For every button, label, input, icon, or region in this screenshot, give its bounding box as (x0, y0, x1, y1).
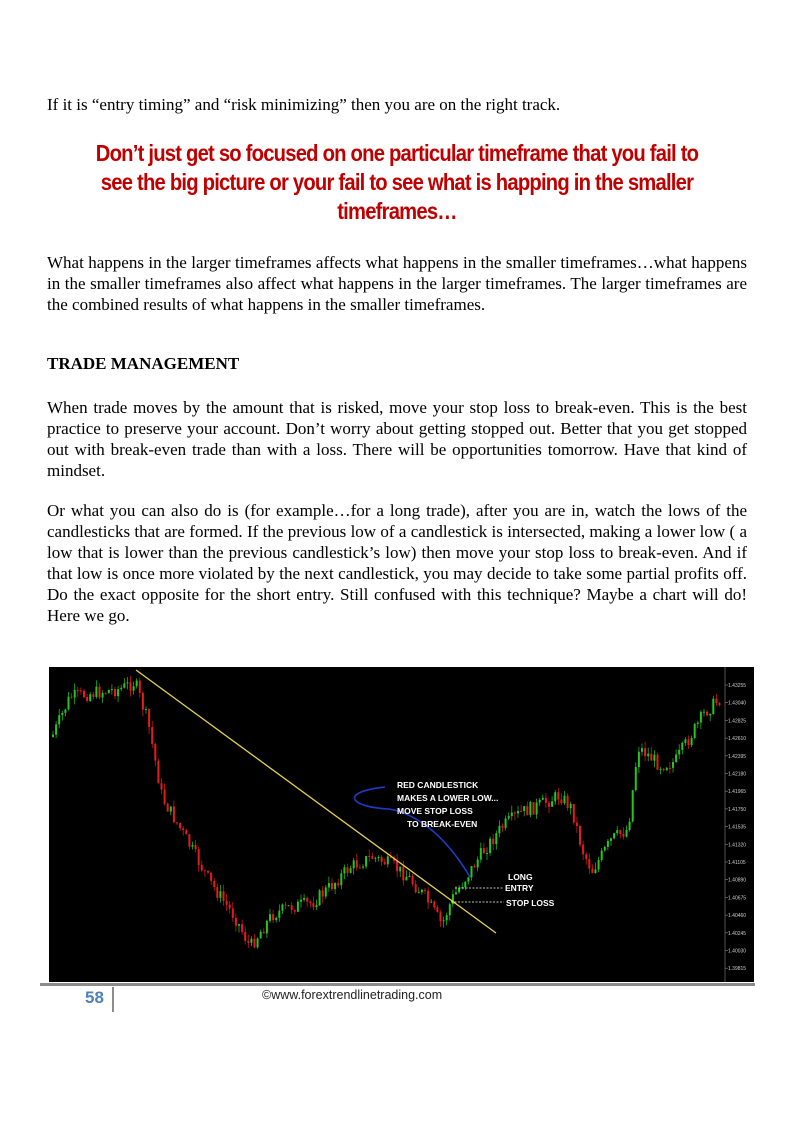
entry-label-line-1: LONG (508, 872, 533, 882)
price-axis-label: 1.42825 (728, 718, 747, 725)
candle-body (564, 796, 566, 803)
candle-body (508, 816, 510, 818)
candle-body (610, 838, 612, 841)
candle-body (157, 761, 159, 784)
candle-body (356, 860, 358, 867)
candle-body (622, 834, 624, 837)
candle-body (281, 905, 283, 911)
candle-body (678, 750, 680, 755)
candle-body (616, 830, 618, 833)
candle-body (378, 857, 380, 858)
candle-body (703, 712, 705, 713)
stop-label: STOP LOSS (506, 898, 555, 908)
candle-body (260, 932, 262, 939)
red-candle-note-line-2: MAKES A LOWER LOW... (397, 793, 499, 803)
candle-body (480, 848, 482, 859)
candle-body (712, 699, 714, 714)
candle-body (102, 693, 104, 697)
candle-body (145, 709, 147, 710)
candle-body (275, 918, 277, 920)
candle-body (117, 689, 119, 696)
candle-body (595, 869, 597, 873)
red-candle-note-line-4: TO BREAK-EVEN (407, 819, 478, 829)
candle-body (598, 860, 600, 869)
candle-body (266, 921, 268, 933)
candle-body (297, 902, 299, 912)
red-candle-note-line-1: RED CANDLESTICK (397, 780, 479, 790)
candle-body (337, 883, 339, 885)
candle-body (582, 845, 584, 855)
candle-body (653, 755, 655, 761)
candle-body (167, 804, 169, 812)
candle-body (607, 841, 609, 847)
candle-body (663, 769, 665, 770)
candle-body (195, 845, 197, 849)
candle-body (514, 812, 516, 813)
price-axis-label: 1.42610 (728, 736, 747, 743)
candle-body (303, 898, 305, 900)
candle-body (694, 724, 696, 738)
candle-series (52, 676, 721, 949)
candle-body (71, 697, 73, 698)
candle-body (52, 735, 54, 737)
candle-body (458, 888, 460, 892)
candle-body (241, 924, 243, 932)
candle-body (647, 754, 649, 756)
candle-body (114, 689, 116, 696)
candle-body (421, 890, 423, 892)
candle-body (316, 905, 318, 907)
price-axis-label: 1.42395 (728, 753, 747, 760)
candle-body (347, 867, 349, 873)
candle-body (120, 688, 122, 689)
candle-body (151, 727, 153, 744)
candle-body (579, 826, 581, 845)
candle-body (77, 690, 79, 691)
candle-body (322, 890, 324, 896)
price-axis-label: 1.41965 (728, 789, 747, 796)
candle-body (278, 911, 280, 918)
candle-body (68, 697, 70, 710)
candle-body (269, 914, 271, 921)
candle-body (626, 830, 628, 837)
candle-body (467, 877, 469, 881)
candle-body (182, 828, 184, 830)
candle-body (464, 882, 466, 887)
candle-body (604, 847, 606, 851)
candle-body (542, 798, 544, 800)
price-axis-label: 1.43255 (728, 683, 747, 689)
candle-body (396, 861, 398, 871)
candle-body (505, 818, 507, 827)
page-number-divider (112, 987, 114, 1012)
intro-paragraph: If it is “entry timing” and “risk minimizing” then you are on the right track. (47, 95, 561, 114)
candle-body (474, 866, 476, 867)
candle-body (536, 803, 538, 815)
candle-body (548, 803, 550, 807)
candle-body (545, 798, 547, 803)
candle-body (613, 833, 615, 838)
candle-body (288, 905, 290, 906)
candle-body (660, 769, 662, 770)
candle-body (192, 845, 194, 847)
candle-body (402, 866, 404, 880)
candle-body (632, 790, 634, 821)
candle-body (229, 905, 231, 909)
candle-body (520, 811, 522, 812)
candle-body (92, 694, 94, 697)
candle-body (213, 881, 215, 887)
candle-body (573, 804, 575, 823)
candle-body (570, 804, 572, 808)
candle-body (350, 868, 352, 873)
candle-body (498, 826, 500, 833)
candle-body (672, 762, 674, 768)
candle-body (440, 912, 442, 921)
candle-body (706, 712, 708, 716)
red-candle-note-line-3: MOVE STOP LOSS (397, 806, 473, 816)
candle-body (244, 932, 246, 941)
candle-body (495, 833, 497, 844)
candle-body (433, 901, 435, 907)
timeframes-paragraph: What happens in the larger timeframes affects what happens in the smaller timeframes…what happens in the smaller timeframes also affect what happens in the larger timeframes. The larger timeframes are the combined results of what happens in the smaller timeframes. (47, 253, 747, 314)
candle-body (502, 826, 504, 828)
candle-body (238, 924, 240, 925)
candle-body (235, 918, 237, 926)
price-axis-label: 1.41750 (728, 806, 747, 813)
candlestick-lows-paragraph: Or what you can also do is (for example…for a long trade), after you are in, watch the lows of the candlesticks that are formed. If the previous low of a candlestick is intersected, making a lower low ( a low that is lower than the previous candlestick’s low) then move your stop loss to break-even. And if that low is once more violated by the next candlestick, you may decide to take some partial profits off. Do the exact opposite for the short entry. Still confused with this technique? Maybe a chart will do! Here we go. (47, 501, 747, 625)
price-axis-label: 1.41105 (728, 860, 746, 866)
candle-body (644, 748, 646, 756)
candle-body (409, 876, 411, 877)
candle-body (309, 902, 311, 903)
candle-body (250, 939, 252, 943)
price-axis-label: 1.40675 (728, 895, 747, 902)
candle-body (492, 839, 494, 844)
price-axis-label: 1.43040 (728, 700, 747, 707)
candle-body (89, 694, 91, 701)
candle-body (136, 681, 138, 687)
footer-rule (40, 983, 755, 986)
candle-body (359, 867, 361, 868)
candle-body (123, 683, 125, 687)
candle-body (443, 920, 445, 921)
candle-body (198, 849, 200, 865)
candle-body (374, 858, 376, 859)
headline-callout: Don’t just get so focused on one particular timeframe that you fail to see the big picture or your fail to see what is happing in the smaller timeframes… (95, 140, 699, 224)
candle-body (232, 908, 234, 918)
candle-body (399, 866, 401, 871)
candle-body (254, 939, 256, 948)
candle-body (691, 738, 693, 745)
candle-body (328, 883, 330, 887)
price-axis-label: 1.39815 (728, 966, 747, 973)
price-axis-label: 1.40030 (728, 948, 747, 955)
candle-body (201, 865, 203, 870)
candle-body (588, 859, 590, 868)
candle-body (635, 767, 637, 790)
candle-body (477, 860, 479, 868)
candle-body (697, 723, 699, 724)
candle-body (58, 715, 60, 724)
candle-body (688, 739, 690, 745)
candle-body (334, 883, 336, 889)
candle-body (306, 898, 308, 902)
candle-body (424, 890, 426, 891)
candle-body (130, 682, 132, 690)
candle-body (415, 884, 417, 892)
candle-body (539, 800, 541, 803)
candle-body (300, 900, 302, 902)
candle-body (257, 938, 259, 947)
candle-body (343, 867, 345, 873)
candle-body (226, 901, 228, 905)
candle-body (111, 689, 113, 690)
candle-body (709, 714, 711, 715)
candle-body (560, 799, 562, 803)
price-axis-labels (725, 683, 746, 972)
candle-body (161, 783, 163, 789)
candle-body (526, 806, 528, 815)
candle-body (64, 709, 66, 712)
candle-body (455, 892, 457, 894)
section-heading: TRADE MANAGEMENT (47, 354, 240, 373)
candle-body (700, 712, 702, 723)
price-axis-label: 1.40890 (728, 877, 747, 884)
candle-body (61, 713, 63, 715)
price-chart (49, 667, 754, 982)
footer-url: ©www.forextrendlinetrading.com (262, 988, 443, 1002)
candle-body (523, 806, 525, 811)
candle-body (489, 839, 491, 853)
candle-body (384, 862, 386, 865)
candle-body (533, 802, 535, 814)
candle-body (325, 887, 327, 896)
candle-body (179, 823, 181, 828)
candle-body (365, 856, 367, 866)
candle-body (86, 697, 88, 701)
candle-body (294, 910, 296, 912)
candle-body (99, 687, 101, 698)
candle-body (412, 876, 414, 884)
candle-body (551, 801, 553, 807)
candle-body (126, 682, 128, 683)
candle-body (219, 891, 221, 898)
candle-body (74, 690, 76, 698)
candle-body (139, 681, 141, 693)
candle-body (133, 686, 135, 691)
candle-body (272, 914, 274, 920)
candle-body (486, 853, 488, 854)
candle-body (418, 892, 420, 893)
candle-body (675, 755, 677, 762)
candle-body (650, 754, 652, 761)
price-axis-label: 1.40245 (728, 930, 747, 937)
price-axis-label: 1.42180 (728, 771, 747, 778)
candle-body (185, 830, 187, 834)
candle-body (331, 883, 333, 889)
candle-body (511, 812, 513, 816)
candle-body (719, 703, 721, 705)
candle-body (170, 806, 172, 811)
candle-body (387, 856, 389, 864)
candle-body (340, 873, 342, 885)
candle-body (657, 755, 659, 770)
price-axis-label: 1.41320 (728, 842, 747, 849)
candle-body (529, 802, 531, 815)
candle-body (105, 693, 107, 694)
candle-body (641, 748, 643, 752)
candle-body (629, 822, 631, 830)
candle-body (557, 792, 559, 799)
candle-body (362, 867, 364, 868)
candle-body (95, 687, 97, 697)
candle-body (591, 869, 593, 873)
candle-body (173, 806, 175, 822)
candle-body (681, 743, 683, 750)
candle-body (83, 691, 85, 697)
candle-body (204, 870, 206, 871)
candle-body (669, 768, 671, 769)
candle-body (430, 901, 432, 902)
candle-body (291, 905, 293, 910)
candle-body (483, 848, 485, 853)
candle-body (210, 873, 212, 881)
entry-label-line-2: ENTRY (505, 883, 534, 893)
candle-body (164, 789, 166, 803)
candle-body (471, 866, 473, 877)
candle-body (436, 907, 438, 912)
candle-body (371, 856, 373, 859)
chart-canvas (49, 667, 754, 982)
candle-body (449, 904, 451, 915)
candle-body (207, 871, 209, 873)
candle-body (666, 768, 668, 770)
candle-body (55, 724, 57, 734)
candle-body (188, 834, 190, 846)
candle-body (381, 857, 383, 862)
candle-body (312, 903, 314, 907)
candle-body (148, 709, 150, 727)
candle-body (619, 830, 621, 834)
candle-body (427, 891, 429, 903)
candle-body (285, 905, 287, 906)
candle-body (80, 690, 82, 691)
page-number: 58 (85, 988, 104, 1007)
candle-body (517, 811, 519, 814)
price-axis-label: 1.40460 (728, 913, 747, 920)
candle-body (638, 752, 640, 767)
candle-body (446, 915, 448, 920)
candle-body (319, 890, 321, 905)
candle-body (108, 690, 110, 693)
candle-body (247, 941, 249, 943)
candle-body (684, 739, 686, 743)
candle-body (216, 887, 218, 898)
candle-body (715, 699, 717, 703)
candle-body (368, 856, 370, 857)
breakeven-paragraph: When trade moves by the amount that is risked, move your stop loss to break-even. This is the best practice to preserve your account. Don’t worry about getting stopped out. Better that you get stopped out with break-even trade than with a loss. There will be opportunities tomorrow. Have that kind of mindset. (47, 398, 747, 480)
candle-body (405, 877, 407, 881)
candle-body (176, 822, 178, 823)
candle-body (223, 891, 225, 901)
candle-body (567, 796, 569, 808)
candle-body (263, 932, 265, 934)
candle-body (554, 792, 556, 801)
candle-body (142, 693, 144, 710)
candle-body (576, 822, 578, 826)
candle-body (353, 860, 355, 868)
candle-body (601, 851, 603, 860)
candle-body (585, 854, 587, 859)
candle-body (154, 744, 156, 761)
price-axis-label: 1.41535 (728, 824, 747, 831)
